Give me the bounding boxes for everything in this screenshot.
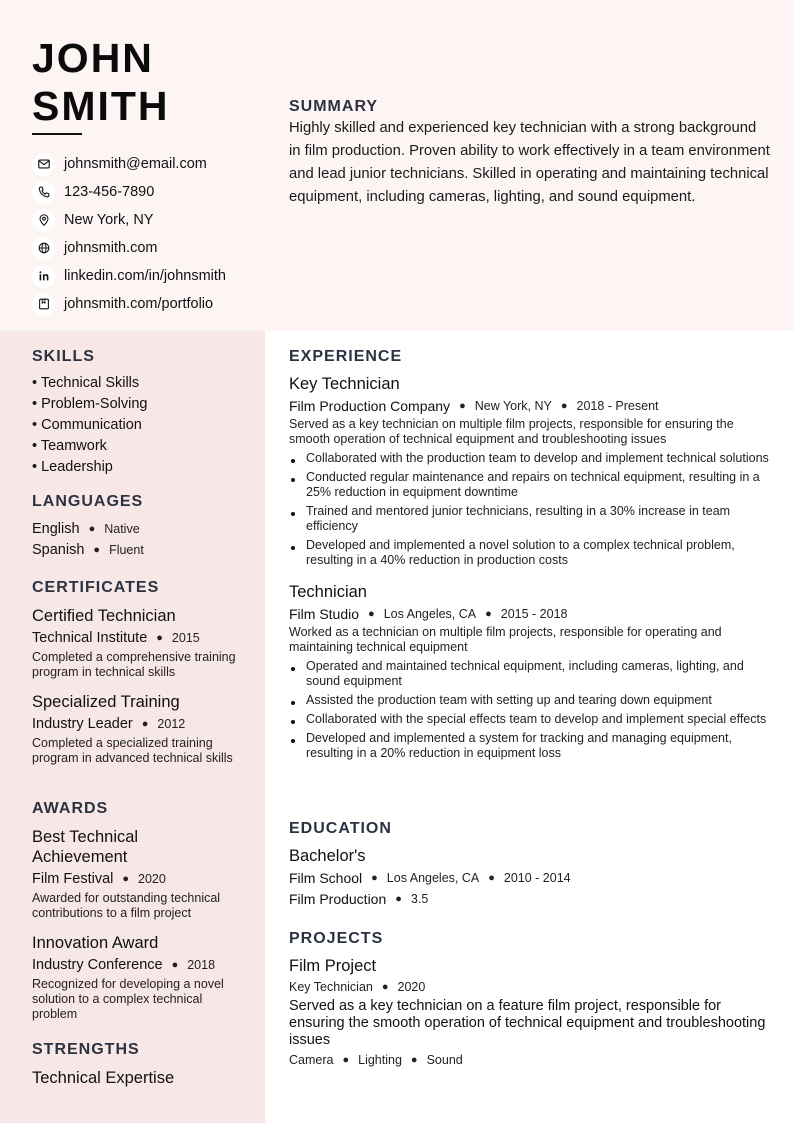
awards-heading: AWARDS — [32, 800, 109, 817]
contact-linkedin[interactable] — [32, 262, 226, 290]
strength-item: Technical Expertise — [32, 1069, 175, 1087]
candidate-name — [32, 34, 170, 130]
award-year: 2018 — [187, 958, 216, 972]
award-item — [32, 827, 247, 921]
separator-dot: ● — [141, 718, 149, 730]
contact-phone-text: 123-456-7890 — [64, 184, 155, 200]
contact-email-text: johnsmith@email.com — [64, 156, 207, 172]
job-location: New York, NY — [474, 399, 552, 413]
language-level: Native — [104, 522, 140, 536]
summary-section — [289, 98, 771, 209]
education-location: Los Angeles, CA — [386, 871, 480, 885]
contact-linkedin-text: linkedin.com/in/johnsmith — [64, 268, 226, 284]
language-name: English — [32, 521, 80, 537]
education-dates: 2010 - 2014 — [503, 871, 571, 885]
contact-email[interactable] — [32, 150, 226, 178]
summary-text: Highly skilled and experienced key technician with a strong background in film production. Proven ability to work effectively in a team environment and lead junior technicians. Skilled in operating and maintaining technical equipment, including cameras, lighting, and sound equipment. — [289, 120, 770, 205]
education-school: Film School — [289, 870, 363, 886]
languages-section — [32, 493, 247, 561]
skills-list — [32, 373, 247, 478]
project-title: Film Project — [289, 957, 377, 975]
award-desc: Recognized for developing a novel solution to a complex technical problem — [32, 977, 224, 1021]
education-gpa: 3.5 — [410, 892, 429, 906]
project-role: Key Technician — [289, 980, 373, 994]
certificate-issuer: Technical Institute — [32, 630, 148, 646]
certificate-item — [32, 692, 247, 766]
job-dates: 2018 - Present — [576, 399, 659, 413]
award-title: Innovation Award — [32, 934, 159, 952]
mail-icon — [32, 153, 55, 176]
phone-icon — [32, 181, 55, 204]
job-title: Technician — [289, 583, 367, 601]
certificate-desc: Completed a specialized training program in advanced technical skills — [32, 736, 233, 765]
award-year: 2020 — [138, 872, 166, 886]
languages-heading: LANGUAGES — [32, 493, 144, 510]
skill-item: • Technical Skills — [32, 375, 140, 391]
certificate-issuer: Industry Leader — [32, 716, 133, 732]
certificates-heading: CERTIFICATES — [32, 579, 160, 596]
job-bullets — [289, 451, 771, 568]
globe-icon — [32, 237, 55, 260]
contact-phone[interactable] — [32, 178, 226, 206]
strengths-section — [32, 1041, 247, 1088]
certificate-desc: Completed a comprehensive training program in technical skills — [32, 650, 236, 679]
project-tag: Camera — [289, 1053, 334, 1067]
job-location: Los Angeles, CA — [383, 607, 477, 621]
contact-location-text: New York, NY — [64, 212, 154, 228]
contact-portfolio-text: johnsmith.com/portfolio — [64, 296, 214, 312]
job-bullet: Operated and maintained technical equipment, including cameras, lighting, and sound equipment — [289, 659, 771, 689]
award-issuer: Industry Conference — [32, 957, 163, 973]
job-company: Film Production Company — [289, 398, 451, 414]
job-dates: 2015 - 2018 — [500, 607, 568, 621]
certificate-title: Specialized Training — [32, 693, 180, 711]
education-heading: EDUCATION — [289, 820, 392, 837]
separator-dot: ● — [371, 872, 378, 884]
contact-list — [32, 150, 226, 318]
last-name: SMITH — [32, 83, 170, 129]
separator-dot: ● — [342, 1054, 350, 1066]
job-entry — [289, 374, 771, 568]
award-desc: Awarded for outstanding technical contributions to a film project — [32, 891, 221, 920]
job-bullet: Conducted regular maintenance and repairs on technical equipment, resulting in a 25% reduction in equipment downtime — [289, 470, 771, 500]
experience-section — [289, 348, 771, 761]
name-divider — [32, 133, 82, 135]
award-title: Best Technical Achievement — [32, 828, 139, 866]
award-item — [32, 933, 247, 1022]
project-tag: Sound — [426, 1053, 463, 1067]
separator-dot: ● — [488, 872, 495, 884]
contact-website-text: johnsmith.com — [64, 240, 158, 256]
language-level: Fluent — [109, 543, 144, 557]
separator-dot: ● — [93, 544, 101, 556]
education-field: Film Production — [289, 891, 387, 907]
job-entry — [289, 582, 771, 761]
first-name: JOHN — [32, 35, 154, 81]
skills-section — [32, 348, 247, 478]
skills-heading: SKILLS — [32, 348, 95, 365]
location-pin-icon — [32, 209, 55, 232]
job-bullet: Trained and mentored junior technicians, resulting in a 30% increase in team efficiency — [289, 504, 771, 534]
project-year: 2020 — [397, 980, 426, 994]
contact-portfolio[interactable] — [32, 290, 226, 318]
certificate-title: Certified Technician — [32, 607, 176, 625]
contact-website[interactable] — [32, 234, 226, 262]
separator-dot: ● — [459, 400, 466, 412]
projects-heading: PROJECTS — [289, 930, 384, 947]
separator-dot: ● — [410, 1054, 418, 1066]
job-bullet: Collaborated with the production team to develop and implement technical solutions — [289, 451, 771, 466]
separator-dot: ● — [395, 893, 402, 905]
education-degree: Bachelor's — [289, 847, 366, 865]
job-bullet: Developed and implemented a system for tracking and managing equipment, resulting in a 20% reduction in equipment loss — [289, 731, 771, 761]
certificate-year: 2015 — [171, 631, 200, 645]
separator-dot: ● — [485, 608, 492, 620]
job-company: Film Studio — [289, 606, 360, 622]
separator-dot: ● — [381, 981, 389, 993]
job-desc: Served as a key technician on multiple film projects, responsible for ensuring the smooth operation of technical equipment and troubleshooting issues — [289, 417, 734, 446]
summary-heading: SUMMARY — [289, 98, 379, 115]
skill-item: • Communication — [32, 417, 142, 433]
education-section — [289, 820, 771, 909]
separator-dot: ● — [368, 608, 375, 620]
job-bullet: Developed and implemented a novel solution to a complex technical problem, resulting in a 40% reduction in production costs — [289, 538, 771, 568]
linkedin-icon — [32, 265, 55, 288]
project-tag: Lighting — [358, 1053, 402, 1067]
awards-section — [32, 800, 247, 1022]
job-desc: Worked as a technician on multiple film projects, responsible for operating and maintaining technical equipment — [289, 625, 722, 654]
strengths-heading: STRENGTHS — [32, 1041, 140, 1058]
separator-dot: ● — [560, 400, 568, 412]
award-issuer: Film Festival — [32, 871, 114, 887]
experience-heading: EXPERIENCE — [289, 348, 403, 365]
portfolio-icon — [32, 293, 55, 316]
job-bullets — [289, 659, 771, 761]
language-name: Spanish — [32, 542, 85, 558]
projects-section — [289, 930, 771, 1070]
separator-dot: ● — [122, 873, 130, 885]
certificates-section — [32, 579, 247, 766]
language-row — [32, 519, 247, 540]
certificate-item — [32, 606, 247, 680]
language-row — [32, 540, 247, 561]
job-bullet: Collaborated with the special effects team to develop and implement special effects — [289, 712, 771, 727]
job-title: Key Technician — [289, 375, 400, 393]
skill-item: • Teamwork — [32, 438, 107, 454]
skill-item: • Leadership — [32, 459, 113, 475]
job-bullet: Assisted the production team with setting up and tearing down equipment — [289, 693, 771, 708]
separator-dot: ● — [88, 523, 96, 535]
contact-location — [32, 206, 226, 234]
project-desc: Served as a key technician on a feature film project, responsible for ensuring the smooth operation of technical equipment and troubleshooting issues — [289, 998, 766, 1048]
certificate-year: 2012 — [157, 717, 186, 731]
separator-dot: ● — [171, 959, 179, 971]
separator-dot: ● — [156, 632, 163, 644]
skill-item: • Problem-Solving — [32, 396, 148, 412]
